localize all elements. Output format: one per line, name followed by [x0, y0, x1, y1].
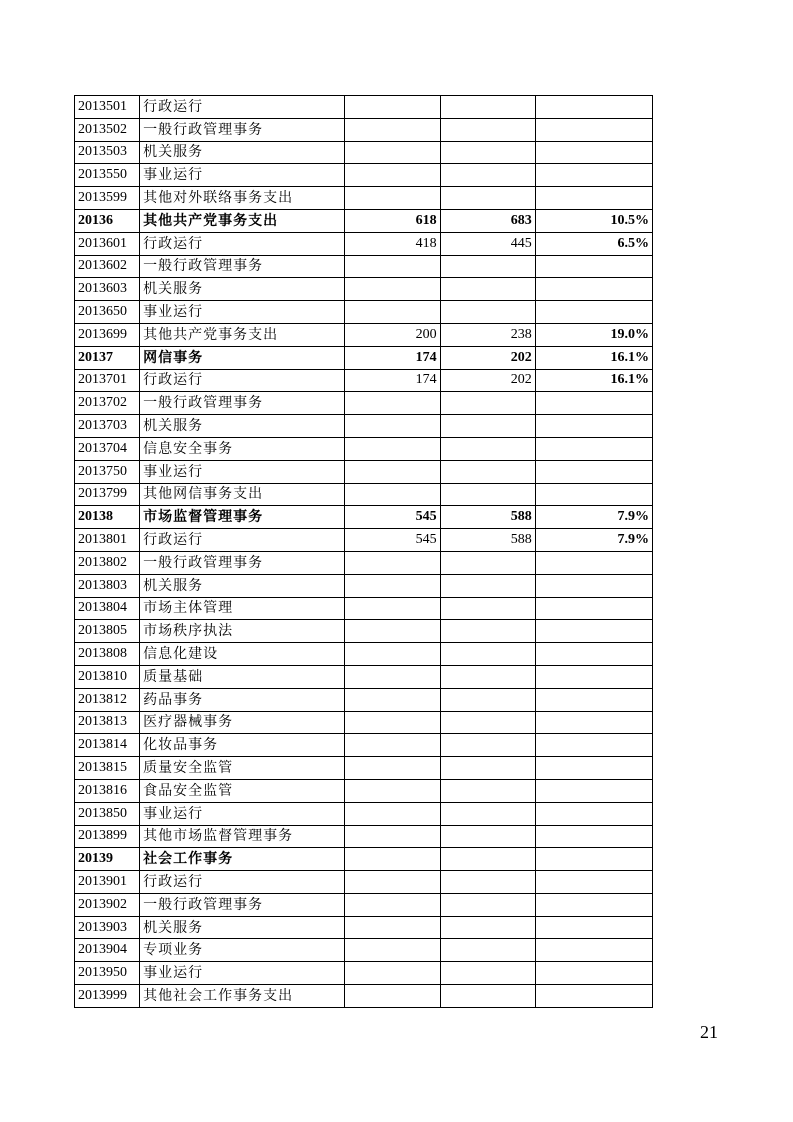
change-percent-cell	[535, 574, 652, 597]
account-name-cell: 其他网信事务支出	[140, 483, 345, 506]
current-amount-cell	[440, 825, 535, 848]
account-name-cell: 其他社会工作事务支出	[140, 985, 345, 1008]
account-code-cell: 2013503	[75, 141, 140, 164]
current-amount-cell	[440, 688, 535, 711]
table-row	[75, 369, 653, 392]
table-row	[75, 551, 653, 574]
account-name-cell: 机关服务	[140, 574, 345, 597]
table-row	[75, 757, 653, 780]
account-name-cell: 其他共产党事务支出	[140, 209, 345, 232]
account-code-cell: 2013599	[75, 187, 140, 210]
account-code-cell: 20136	[75, 209, 140, 232]
table-row	[75, 437, 653, 460]
current-amount-cell: 202	[440, 346, 535, 369]
previous-amount-cell	[345, 893, 440, 916]
change-percent-cell	[535, 187, 652, 210]
table-row	[75, 802, 653, 825]
account-name-cell: 行政运行	[140, 871, 345, 894]
change-percent-cell	[535, 779, 652, 802]
account-code-cell: 2013808	[75, 643, 140, 666]
current-amount-cell	[440, 620, 535, 643]
change-percent-cell: 7.9%	[535, 529, 652, 552]
account-name-cell: 化妆品事务	[140, 734, 345, 757]
account-name-cell: 行政运行	[140, 529, 345, 552]
change-percent-cell	[535, 460, 652, 483]
current-amount-cell	[440, 939, 535, 962]
account-name-cell: 市场主体管理	[140, 597, 345, 620]
previous-amount-cell	[345, 574, 440, 597]
change-percent-cell	[535, 392, 652, 415]
table-row	[75, 415, 653, 438]
account-code-cell: 2013602	[75, 255, 140, 278]
current-amount-cell	[440, 255, 535, 278]
account-name-cell: 其他对外联络事务支出	[140, 187, 345, 210]
account-code-cell: 2013901	[75, 871, 140, 894]
table-row	[75, 574, 653, 597]
previous-amount-cell	[345, 620, 440, 643]
account-name-cell: 市场监督管理事务	[140, 506, 345, 529]
table-row	[75, 164, 653, 187]
current-amount-cell	[440, 118, 535, 141]
category-row	[75, 209, 653, 232]
previous-amount-cell	[345, 962, 440, 985]
account-code-cell: 2013799	[75, 483, 140, 506]
change-percent-cell: 6.5%	[535, 232, 652, 255]
table-row	[75, 688, 653, 711]
current-amount-cell	[440, 301, 535, 324]
change-percent-cell	[535, 643, 652, 666]
account-code-cell: 2013650	[75, 301, 140, 324]
account-code-cell: 2013812	[75, 688, 140, 711]
change-percent-cell	[535, 551, 652, 574]
account-name-cell: 专项业务	[140, 939, 345, 962]
current-amount-cell	[440, 871, 535, 894]
account-name-cell: 一般行政管理事务	[140, 893, 345, 916]
account-name-cell: 事业运行	[140, 962, 345, 985]
previous-amount-cell	[345, 643, 440, 666]
account-code-cell: 2013950	[75, 962, 140, 985]
change-percent-cell	[535, 483, 652, 506]
budget-table-body	[75, 96, 653, 1008]
table-row	[75, 871, 653, 894]
previous-amount-cell: 174	[345, 346, 440, 369]
account-code-cell: 2013702	[75, 392, 140, 415]
change-percent-cell	[535, 620, 652, 643]
change-percent-cell	[535, 848, 652, 871]
account-code-cell: 2013805	[75, 620, 140, 643]
category-row	[75, 506, 653, 529]
account-code-cell: 2013902	[75, 893, 140, 916]
account-code-cell: 2013601	[75, 232, 140, 255]
table-row	[75, 962, 653, 985]
previous-amount-cell: 618	[345, 209, 440, 232]
account-name-cell: 市场秩序执法	[140, 620, 345, 643]
change-percent-cell	[535, 757, 652, 780]
account-name-cell: 其他市场监督管理事务	[140, 825, 345, 848]
table-row	[75, 392, 653, 415]
current-amount-cell	[440, 437, 535, 460]
current-amount-cell	[440, 551, 535, 574]
account-code-cell: 2013810	[75, 665, 140, 688]
current-amount-cell	[440, 483, 535, 506]
table-row	[75, 529, 653, 552]
previous-amount-cell	[345, 665, 440, 688]
table-row	[75, 460, 653, 483]
account-code-cell: 2013814	[75, 734, 140, 757]
account-name-cell: 行政运行	[140, 96, 345, 119]
current-amount-cell	[440, 597, 535, 620]
previous-amount-cell	[345, 734, 440, 757]
current-amount-cell	[440, 278, 535, 301]
current-amount-cell	[440, 665, 535, 688]
category-row	[75, 346, 653, 369]
change-percent-cell	[535, 597, 652, 620]
account-code-cell: 2013501	[75, 96, 140, 119]
current-amount-cell: 202	[440, 369, 535, 392]
change-percent-cell	[535, 711, 652, 734]
previous-amount-cell: 418	[345, 232, 440, 255]
current-amount-cell	[440, 802, 535, 825]
account-code-cell: 2013750	[75, 460, 140, 483]
account-name-cell: 一般行政管理事务	[140, 255, 345, 278]
account-name-cell: 其他共产党事务支出	[140, 323, 345, 346]
account-name-cell: 事业运行	[140, 802, 345, 825]
account-code-cell: 2013550	[75, 164, 140, 187]
current-amount-cell	[440, 757, 535, 780]
account-name-cell: 医疗器械事务	[140, 711, 345, 734]
change-percent-cell	[535, 415, 652, 438]
previous-amount-cell	[345, 688, 440, 711]
previous-amount-cell	[345, 848, 440, 871]
account-code-cell: 2013804	[75, 597, 140, 620]
table-row	[75, 939, 653, 962]
table-row	[75, 96, 653, 119]
account-code-cell: 2013603	[75, 278, 140, 301]
account-name-cell: 一般行政管理事务	[140, 392, 345, 415]
account-code-cell: 2013699	[75, 323, 140, 346]
account-name-cell: 网信事务	[140, 346, 345, 369]
change-percent-cell	[535, 164, 652, 187]
previous-amount-cell: 545	[345, 529, 440, 552]
account-code-cell: 2013803	[75, 574, 140, 597]
change-percent-cell	[535, 962, 652, 985]
table-row	[75, 643, 653, 666]
account-code-cell: 2013502	[75, 118, 140, 141]
previous-amount-cell	[345, 711, 440, 734]
account-name-cell: 机关服务	[140, 278, 345, 301]
account-name-cell: 事业运行	[140, 164, 345, 187]
current-amount-cell: 445	[440, 232, 535, 255]
account-code-cell: 2013904	[75, 939, 140, 962]
current-amount-cell	[440, 734, 535, 757]
current-amount-cell	[440, 187, 535, 210]
change-percent-cell	[535, 278, 652, 301]
change-percent-cell	[535, 118, 652, 141]
table-row	[75, 483, 653, 506]
account-code-cell: 20138	[75, 506, 140, 529]
budget-table	[74, 95, 653, 1008]
account-code-cell: 20139	[75, 848, 140, 871]
previous-amount-cell	[345, 415, 440, 438]
account-name-cell: 事业运行	[140, 460, 345, 483]
change-percent-cell	[535, 255, 652, 278]
change-percent-cell	[535, 825, 652, 848]
account-name-cell: 药品事务	[140, 688, 345, 711]
previous-amount-cell: 200	[345, 323, 440, 346]
change-percent-cell	[535, 141, 652, 164]
account-code-cell: 2013704	[75, 437, 140, 460]
table-row	[75, 916, 653, 939]
table-row	[75, 232, 653, 255]
account-name-cell: 行政运行	[140, 369, 345, 392]
previous-amount-cell	[345, 164, 440, 187]
table-row	[75, 893, 653, 916]
current-amount-cell	[440, 141, 535, 164]
current-amount-cell	[440, 962, 535, 985]
account-code-cell: 2013802	[75, 551, 140, 574]
previous-amount-cell	[345, 187, 440, 210]
change-percent-cell	[535, 939, 652, 962]
change-percent-cell	[535, 301, 652, 324]
account-code-cell: 2013703	[75, 415, 140, 438]
table-row	[75, 255, 653, 278]
previous-amount-cell: 545	[345, 506, 440, 529]
table-row	[75, 665, 653, 688]
current-amount-cell	[440, 643, 535, 666]
change-percent-cell: 7.9%	[535, 506, 652, 529]
previous-amount-cell	[345, 437, 440, 460]
account-code-cell: 2013815	[75, 757, 140, 780]
change-percent-cell: 16.1%	[535, 369, 652, 392]
account-code-cell: 20137	[75, 346, 140, 369]
table-row	[75, 323, 653, 346]
account-code-cell: 2013903	[75, 916, 140, 939]
current-amount-cell	[440, 779, 535, 802]
current-amount-cell	[440, 460, 535, 483]
account-name-cell: 行政运行	[140, 232, 345, 255]
previous-amount-cell	[345, 460, 440, 483]
account-name-cell: 社会工作事务	[140, 848, 345, 871]
previous-amount-cell	[345, 825, 440, 848]
table-row	[75, 187, 653, 210]
current-amount-cell: 588	[440, 506, 535, 529]
account-name-cell: 机关服务	[140, 141, 345, 164]
table-row	[75, 985, 653, 1008]
table-row	[75, 779, 653, 802]
account-name-cell: 一般行政管理事务	[140, 118, 345, 141]
change-percent-cell	[535, 916, 652, 939]
change-percent-cell	[535, 802, 652, 825]
current-amount-cell	[440, 164, 535, 187]
account-name-cell: 一般行政管理事务	[140, 551, 345, 574]
change-percent-cell	[535, 688, 652, 711]
current-amount-cell	[440, 893, 535, 916]
previous-amount-cell	[345, 779, 440, 802]
previous-amount-cell	[345, 96, 440, 119]
previous-amount-cell	[345, 916, 440, 939]
current-amount-cell	[440, 415, 535, 438]
change-percent-cell	[535, 985, 652, 1008]
previous-amount-cell: 174	[345, 369, 440, 392]
account-name-cell: 信息化建设	[140, 643, 345, 666]
table-row	[75, 597, 653, 620]
account-code-cell: 2013801	[75, 529, 140, 552]
change-percent-cell	[535, 437, 652, 460]
account-code-cell: 2013899	[75, 825, 140, 848]
account-name-cell: 机关服务	[140, 415, 345, 438]
change-percent-cell: 19.0%	[535, 323, 652, 346]
previous-amount-cell	[345, 255, 440, 278]
previous-amount-cell	[345, 392, 440, 415]
current-amount-cell	[440, 985, 535, 1008]
table-row	[75, 278, 653, 301]
account-code-cell: 2013816	[75, 779, 140, 802]
change-percent-cell	[535, 96, 652, 119]
table-row	[75, 301, 653, 324]
current-amount-cell	[440, 96, 535, 119]
previous-amount-cell	[345, 483, 440, 506]
table-row	[75, 825, 653, 848]
account-name-cell: 质量安全监管	[140, 757, 345, 780]
account-code-cell: 2013701	[75, 369, 140, 392]
change-percent-cell	[535, 665, 652, 688]
table-row	[75, 118, 653, 141]
previous-amount-cell	[345, 939, 440, 962]
change-percent-cell	[535, 871, 652, 894]
account-name-cell: 信息安全事务	[140, 437, 345, 460]
current-amount-cell: 683	[440, 209, 535, 232]
previous-amount-cell	[345, 985, 440, 1008]
previous-amount-cell	[345, 141, 440, 164]
category-row	[75, 848, 653, 871]
current-amount-cell	[440, 711, 535, 734]
account-name-cell: 机关服务	[140, 916, 345, 939]
account-code-cell: 2013850	[75, 802, 140, 825]
previous-amount-cell	[345, 551, 440, 574]
current-amount-cell	[440, 848, 535, 871]
account-name-cell: 食品安全监管	[140, 779, 345, 802]
change-percent-cell: 16.1%	[535, 346, 652, 369]
account-name-cell: 事业运行	[140, 301, 345, 324]
account-code-cell: 2013813	[75, 711, 140, 734]
current-amount-cell	[440, 574, 535, 597]
change-percent-cell	[535, 893, 652, 916]
table-row	[75, 620, 653, 643]
table-row	[75, 734, 653, 757]
previous-amount-cell	[345, 301, 440, 324]
previous-amount-cell	[345, 597, 440, 620]
current-amount-cell: 238	[440, 323, 535, 346]
previous-amount-cell	[345, 118, 440, 141]
previous-amount-cell	[345, 278, 440, 301]
table-row	[75, 141, 653, 164]
account-code-cell: 2013999	[75, 985, 140, 1008]
previous-amount-cell	[345, 871, 440, 894]
page-number: 21	[700, 1022, 718, 1042]
account-name-cell: 质量基础	[140, 665, 345, 688]
previous-amount-cell	[345, 802, 440, 825]
change-percent-cell: 10.5%	[535, 209, 652, 232]
change-percent-cell	[535, 734, 652, 757]
current-amount-cell	[440, 392, 535, 415]
previous-amount-cell	[345, 757, 440, 780]
current-amount-cell: 588	[440, 529, 535, 552]
current-amount-cell	[440, 916, 535, 939]
table-row	[75, 711, 653, 734]
